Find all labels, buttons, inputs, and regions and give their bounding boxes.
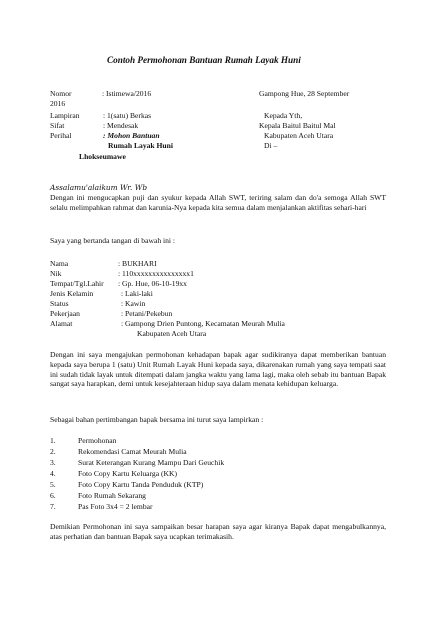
list-item <box>50 457 386 468</box>
list-item-text: Foto Copy Kartu Keluarga (KK) <box>78 469 177 478</box>
letter-year: 2016 <box>50 99 66 108</box>
list-item-text: Foto Copy Kartu Tanda Penduduk (KTP) <box>78 480 204 489</box>
greeting: Assalamu'alaikum Wr. Wb <box>50 183 148 192</box>
nik-value: : 110xxxxxxxxxxxxxxx1 <box>118 269 194 278</box>
status-value: : Kawin <box>121 299 146 308</box>
gender-label: Jenis Kelamin <box>50 289 94 298</box>
signed-intro: Saya yang bertanda tangan di bawah ini : <box>50 236 176 245</box>
occupation-label: Pekerjaan <box>50 309 80 318</box>
address-value-2: Kabupaten Aceh Utara <box>137 329 207 338</box>
perihal-value: : Mohon Bantuan <box>103 131 160 140</box>
sifat-value: : Mendesak <box>103 121 139 130</box>
sifat-label: Sifat <box>50 121 65 130</box>
list-item-number: 3. <box>50 458 56 467</box>
list-item <box>50 490 386 501</box>
lampiran-label: Lampiran <box>50 111 80 120</box>
recipient-line-3: Kabupaten Aceh Utara <box>264 131 334 140</box>
list-item-number: 1. <box>50 436 56 445</box>
lampiran-value: : 1(satu) Berkas <box>103 111 152 120</box>
address-label: Alamat <box>50 319 73 328</box>
ttl-value: : Gp. Hue, 06-10-19xx <box>118 279 187 288</box>
recipient-line-2: Kepala Baitul Baitul Mal <box>259 121 336 130</box>
perihal-value-2: Rumah Layak Huni <box>108 141 173 150</box>
letter-date: Gampong Hue, 28 September <box>259 89 350 98</box>
list-item <box>50 446 386 457</box>
document-title: Contoh Permohonan Bantuan Rumah Layak Huni <box>107 55 301 65</box>
nomor-value: : Istimewa/2016 <box>102 89 152 98</box>
ttl-label: Tempat/Tgl.Lahir <box>50 279 104 288</box>
occupation-value: : Petani/Pekebun <box>121 309 173 318</box>
recipient-line-4: Di – <box>264 141 278 150</box>
list-item <box>50 501 386 512</box>
recipient-city: Lhokseumawe <box>79 152 126 161</box>
nik-label: Nik <box>50 269 62 278</box>
recipient-line-1: Kepada Yth, <box>264 111 303 120</box>
list-item-text: Pas Foto 3x4 = 2 lembar <box>78 502 153 511</box>
nama-label: Nama <box>50 259 69 268</box>
list-item-number: 7. <box>50 502 56 511</box>
list-item-text: Surat Keterangan Kurang Mampu Dari Geuchik <box>78 458 225 467</box>
list-item-number: 4. <box>50 469 56 478</box>
list-item <box>50 468 386 479</box>
nomor-label: Nomor <box>50 89 72 98</box>
list-item <box>50 435 386 446</box>
perihal-label: Perihal <box>50 131 72 140</box>
list-item-text: Foto Rumah Sekarang <box>78 491 146 500</box>
nama-value: : BUKHARI <box>118 259 157 268</box>
list-item-text: Permohonan <box>78 436 117 445</box>
status-label: Status <box>50 299 69 308</box>
closing-paragraph: Demikian Permohonan ini saya sampaikan besar harapan saya agar kiranya Bapak dapat mengabulkannya, atas perhatian dan bantuan Bapak saya ucapkan terimakasih. <box>50 522 386 541</box>
list-item-number: 5. <box>50 480 56 489</box>
opening-paragraph: Dengan ini mengucapkan puji dan syukur kepada Allah SWT, teriring salam dan do'a semoga Allah SWT selalu melimpahkan rahmat dan karunia-Nya kepada kita semua dalam menjalankan aktifitas sehari-hari <box>50 193 386 212</box>
gender-value: : Laki-laki <box>121 289 153 298</box>
list-item-text: Rekomendasi Camat Meurah Mulia <box>78 447 187 456</box>
list-item-number: 6. <box>50 491 56 500</box>
request-paragraph: Dengan ini saya mengajukan permohonan kehadapan bapak agar sudikiranya dapat memberikan bantuan kepada saya berupa 1 (satu) Unit Rumah Layak Huni kepada saya, dikarenakan rumah yang saya tempati saat ini sudah tidak layak untuk ditempati dalam jangka waktu yang lama lagi, maka oleh sebab itu bantuan Bapak sangat saya harapkan, demi untuk kesejahteraan hidup saya dalam menata kehidupan keluarga. <box>50 350 386 389</box>
attachments-intro: Sebagai bahan pertimbangan bapak bersama ini turut saya lampirkan : <box>50 415 264 424</box>
attachments-list <box>50 435 386 512</box>
address-value: : Gampong Drien Puntong, Kecamatan Meurah Mulia <box>121 319 285 328</box>
list-item-number: 2. <box>50 447 56 456</box>
list-item <box>50 479 386 490</box>
